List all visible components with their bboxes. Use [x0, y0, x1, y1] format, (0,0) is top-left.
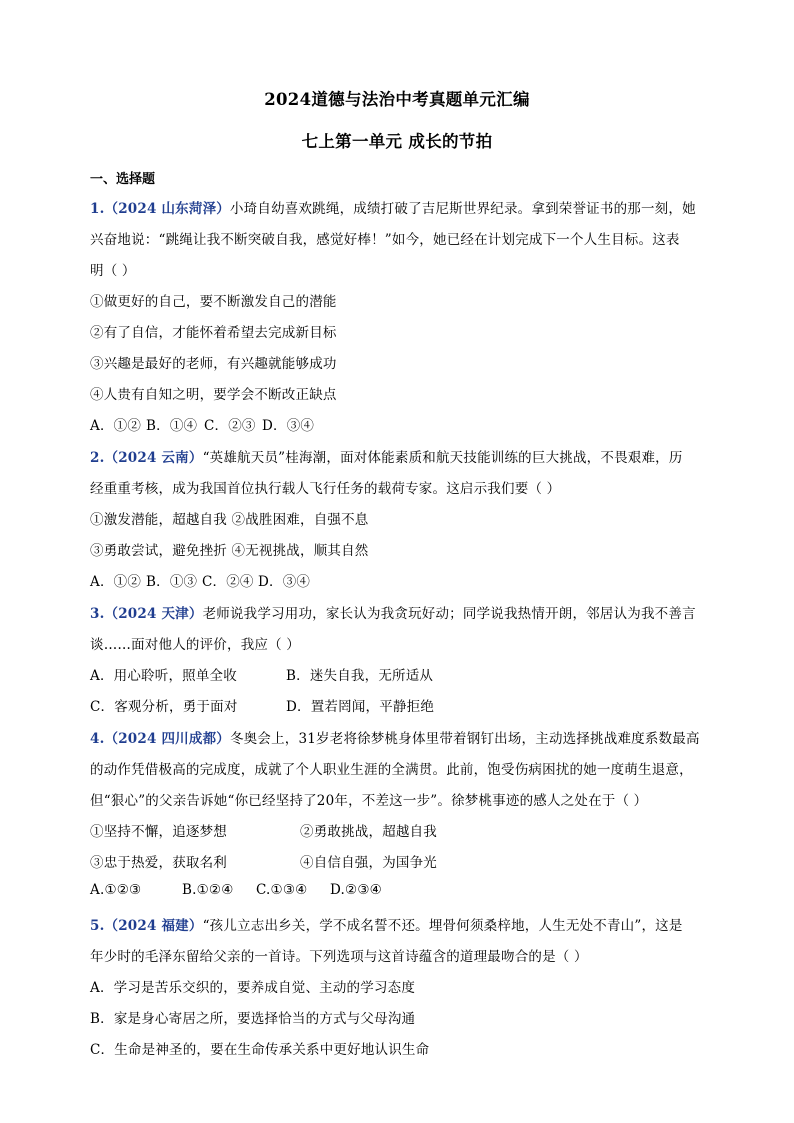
- question-4-line-3: 但“狠心”的父亲告诉她“你已经坚持了20年，不差这一步”。徐梦桃事迹的感人之处在于（ ）: [90, 793, 648, 809]
- question-4-answers: [90, 882, 704, 898]
- answer-option-a: A．①②: [90, 418, 142, 434]
- answer-option-b: B.①②④: [182, 882, 234, 898]
- answer-option-c: C.①③④: [256, 882, 308, 898]
- question-number: 4.: [90, 731, 105, 747]
- question-3-line-1: [90, 602, 704, 622]
- page-title: 2024道德与法治中考真题单元汇编: [264, 90, 530, 109]
- answer-option-b: B．①③: [146, 574, 198, 590]
- question-1-statement: ①做更好的自己，要不断激发自己的潜能: [90, 294, 337, 310]
- question-1-statement: ②有了自信，才能怀着希望去完成新目标: [90, 325, 337, 341]
- question-1-statement: ④人贵有自知之明，要学会不断改正缺点: [90, 387, 337, 403]
- question-text: 老师说我学习用功，家长认为我贪玩好动；同学说我热情开朗，邻居认为我不善言: [202, 606, 696, 622]
- question-2-statements: ③勇敢尝试，避免挫折 ④无视挑战，顺其自然: [90, 543, 369, 559]
- question-text: 小琦自幼喜欢跳绳，成绩打破了吉尼斯世界纪录。拿到荣誉证书的那一刻，她: [229, 201, 696, 217]
- question-3-answers-row-1: [90, 664, 704, 684]
- answer-option-d: D．③④: [258, 574, 311, 590]
- question-source: （2024 四川成都）: [104, 731, 230, 747]
- answer-option-c: C．生命是神圣的，要在生命传承关系中更好地认识生命: [90, 1042, 430, 1058]
- question-source: （2024 福建）: [104, 918, 203, 934]
- answer-option-a: A．学习是苦乐交织的，要养成自觉、主动的学习态度: [90, 980, 416, 996]
- answer-option-d: D．③④: [262, 418, 315, 434]
- answer-option-b: B．家是身心寄居之所，要选择恰当的方式与父母沟通: [90, 1011, 416, 1027]
- question-4-statements-row-1: [90, 820, 704, 840]
- question-5-line-1: [90, 914, 704, 934]
- question-2-line-2: 经重重考核，成为我国首位执行载人飞行任务的载荷专家。这启示我们要（ ）: [90, 481, 561, 497]
- question-number: 3.: [90, 606, 105, 622]
- question-text: “孩儿立志出乡关，学不成名誓不还。埋骨何须桑梓地，人生无处不青山”，这是: [202, 918, 683, 934]
- question-2-statements: ①激发潜能，超越自我 ②战胜困难，自强不息: [90, 512, 369, 528]
- question-text: 冬奥会上，31岁老将徐梦桃身体里带着钢钉出场，主动选择挑战难度系数最高: [229, 731, 700, 747]
- answer-option-a: A．①②: [90, 574, 142, 590]
- question-text: “英雄航天员”桂海潮，面对体能素质和航天技能训练的巨大挑战，不畏艰难，历: [202, 450, 683, 466]
- question-3-line-2: 谈……面对他人的评价，我应（ ）: [90, 637, 300, 653]
- question-5-line-2: 年少时的毛泽东留给父亲的一首诗。下列选项与这首诗蕴含的道理最吻合的是（ ）: [90, 949, 588, 965]
- statement-3: ③忠于热爱，获取名利: [90, 855, 227, 871]
- question-number: 1.: [90, 201, 105, 217]
- question-source: （2024 天津）: [104, 606, 203, 622]
- question-4-statements-row-2: [90, 851, 704, 871]
- answer-option-c: C．客观分析，勇于面对: [90, 699, 238, 715]
- question-4-line-2: 的动作凭借极高的完成度，成就了个人职业生涯的全满贯。此前，饱受伤病困扰的她一度萌生退意，: [90, 762, 693, 778]
- answer-option-b: B．迷失自我，无所适从: [286, 668, 434, 684]
- answer-option-d: D．置若罔闻，平静拒绝: [286, 699, 435, 715]
- question-1-line-2: 兴奋地说：“跳绳让我不断突破自我，感觉好棒！”如今，她已经在计划完成下一个人生目标。这表: [90, 232, 680, 248]
- answer-option-a: A.①②③: [90, 882, 142, 898]
- question-source: （2024 山东菏泽）: [104, 201, 230, 217]
- answer-option-b: B．①④: [146, 418, 198, 434]
- statement-2: ②勇敢挑战，超越自我: [300, 824, 437, 840]
- page-subtitle: 七上第一单元 成长的节拍: [301, 132, 493, 151]
- answer-option-a: A．用心聆听，照单全收: [90, 668, 237, 684]
- question-number: 2.: [90, 450, 105, 466]
- question-1-statement: ③兴趣是最好的老师，有兴趣就能够成功: [90, 356, 337, 372]
- answer-option-c: C．②④: [202, 574, 254, 590]
- question-2-answers: [90, 570, 704, 590]
- question-1-line-1: [90, 197, 704, 217]
- statement-4: ④自信自强，为国争光: [300, 855, 437, 871]
- question-number: 5.: [90, 918, 105, 934]
- section-heading: 一、选择题: [90, 172, 156, 187]
- question-2-line-1: [90, 446, 704, 466]
- statement-1: ①坚持不懈，追逐梦想: [90, 824, 227, 840]
- question-source: （2024 云南）: [104, 450, 203, 466]
- question-1-answers: [90, 414, 704, 434]
- question-3-answers-row-2: [90, 695, 704, 715]
- question-4-line-1: [90, 727, 704, 747]
- answer-option-c: C．②③: [204, 418, 256, 434]
- answer-option-d: D.②③④: [330, 882, 382, 898]
- question-1-line-3: 明（ ）: [90, 263, 136, 279]
